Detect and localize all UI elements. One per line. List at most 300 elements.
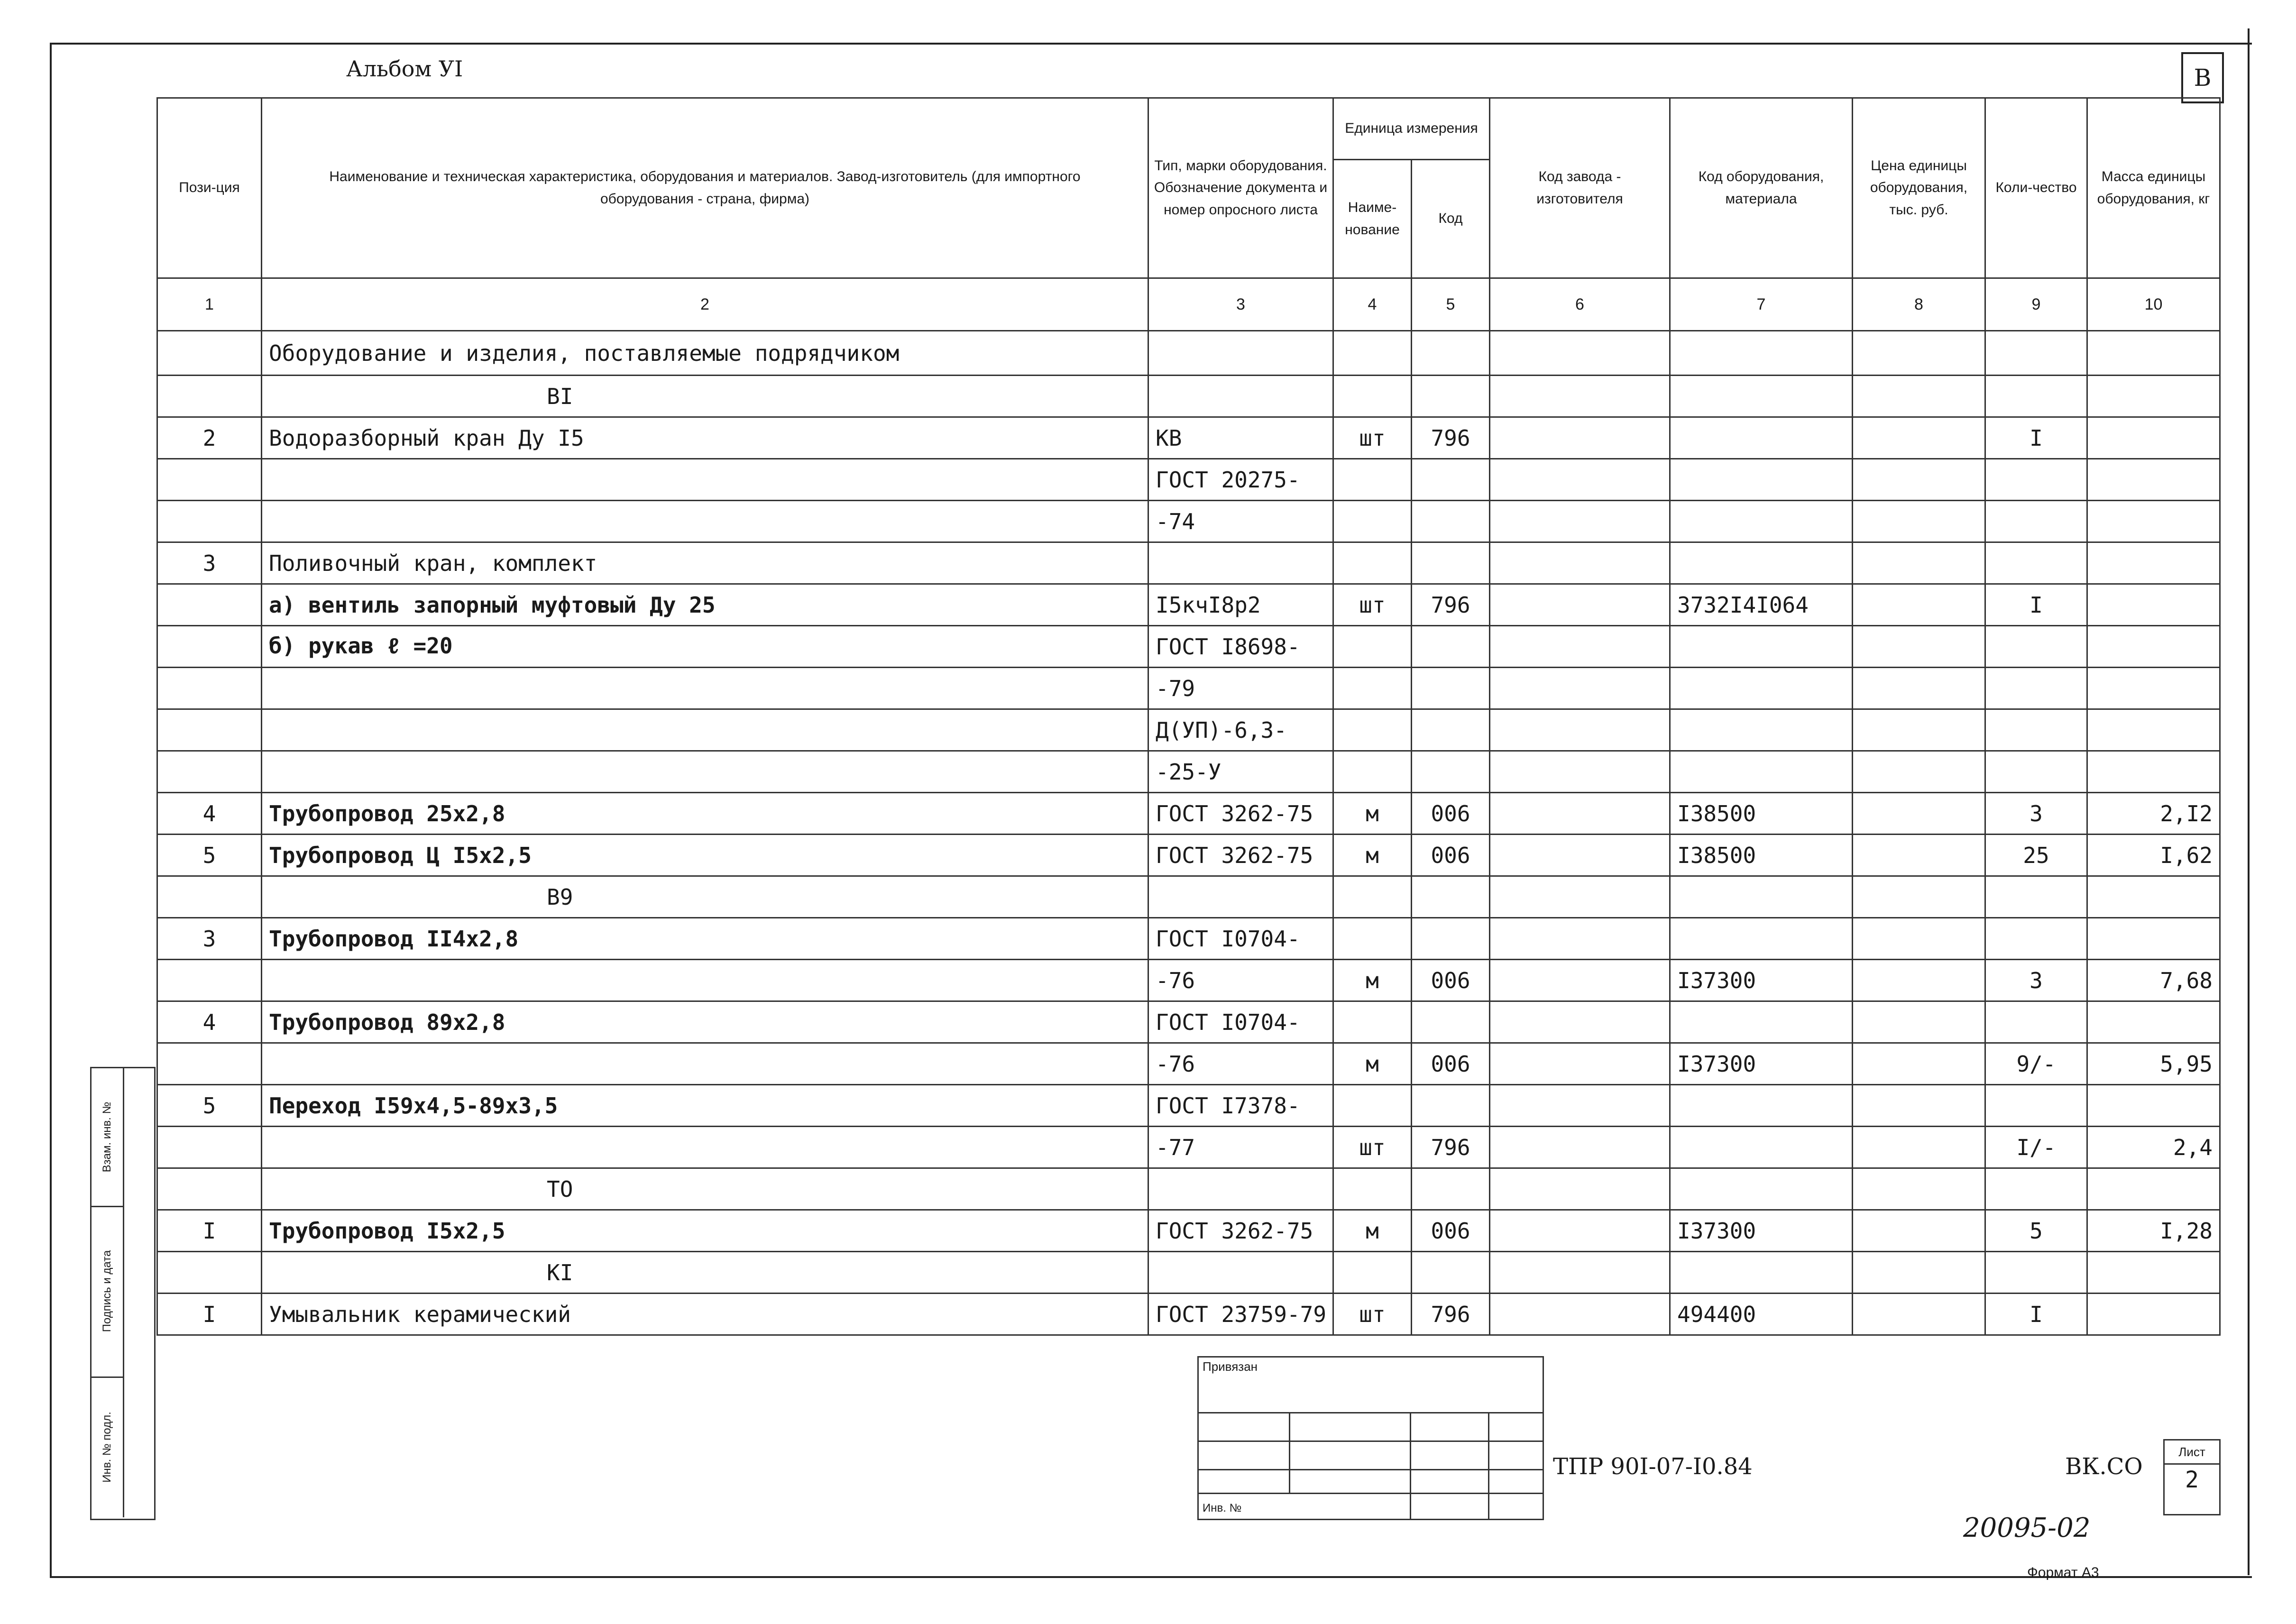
unit-code-cell: 796 bbox=[1412, 417, 1490, 459]
header-price: Цена единицы оборудования, тыс. руб. bbox=[1853, 98, 1985, 278]
specification-table bbox=[156, 97, 2221, 1336]
equipment-code-cell bbox=[1670, 376, 1853, 417]
quantity-cell: 3 bbox=[1985, 793, 2087, 835]
factory-code-cell bbox=[1490, 584, 1670, 626]
price-cell bbox=[1853, 376, 1985, 417]
price-cell bbox=[1853, 835, 1985, 876]
type-cell: -25-У bbox=[1148, 751, 1333, 793]
column-number: 2 bbox=[262, 278, 1148, 331]
factory-code-cell bbox=[1490, 331, 1670, 376]
header-quantity: Коли-чество bbox=[1985, 98, 2087, 278]
sheet-number: 2 bbox=[2185, 1467, 2199, 1493]
position-cell bbox=[157, 501, 262, 542]
unit-code-cell bbox=[1412, 1001, 1490, 1043]
mass-cell bbox=[2087, 417, 2220, 459]
price-cell bbox=[1853, 1294, 1985, 1335]
position-cell: 3 bbox=[157, 918, 262, 960]
name-cell: Переход I59x4,5-89x3,5 bbox=[262, 1085, 1148, 1127]
mass-cell: 2,I2 bbox=[2087, 793, 2220, 835]
name-cell: а) вентиль запорный муфтовый Ду 25 bbox=[262, 584, 1148, 626]
equipment-code-cell bbox=[1670, 918, 1853, 960]
table-row bbox=[157, 1043, 2220, 1085]
unit-code-cell bbox=[1412, 376, 1490, 417]
specification-rows bbox=[157, 331, 2220, 1335]
stamp-divider bbox=[1289, 1412, 1290, 1493]
table-row bbox=[157, 960, 2220, 1001]
header-type: Тип, марки оборудования. Обозначение документа и номер опросного листа bbox=[1148, 98, 1333, 278]
column-number: 4 bbox=[1333, 278, 1412, 331]
price-cell bbox=[1853, 626, 1985, 668]
table-row bbox=[157, 1294, 2220, 1335]
stamp-divider bbox=[1410, 1412, 1411, 1519]
equipment-code-cell: 3732I4I064 bbox=[1670, 584, 1853, 626]
type-cell bbox=[1148, 376, 1333, 417]
stamp-block bbox=[1197, 1356, 1544, 1520]
type-cell: -76 bbox=[1148, 1043, 1333, 1085]
column-number: 10 bbox=[2087, 278, 2220, 331]
unit-name-cell bbox=[1333, 501, 1412, 542]
mass-cell bbox=[2087, 501, 2220, 542]
factory-code-cell bbox=[1490, 501, 1670, 542]
position-cell bbox=[157, 1043, 262, 1085]
side-label: Инв. № подл. bbox=[101, 1411, 113, 1483]
unit-code-cell bbox=[1412, 542, 1490, 584]
mass-cell bbox=[2087, 376, 2220, 417]
type-cell: -79 bbox=[1148, 668, 1333, 709]
equipment-code-cell bbox=[1670, 876, 1853, 918]
unit-code-cell bbox=[1412, 1168, 1490, 1210]
unit-name-cell: м bbox=[1333, 793, 1412, 835]
unit-name-cell bbox=[1333, 668, 1412, 709]
mass-cell: 7,68 bbox=[2087, 960, 2220, 1001]
equipment-code-cell: I37300 bbox=[1670, 1043, 1853, 1085]
table-row bbox=[157, 501, 2220, 542]
type-cell: ГОСТ 3262-75 bbox=[1148, 793, 1333, 835]
unit-code-cell bbox=[1412, 626, 1490, 668]
mass-cell bbox=[2087, 459, 2220, 501]
name-cell bbox=[262, 459, 1148, 501]
equipment-code-cell: I38500 bbox=[1670, 835, 1853, 876]
unit-name-cell bbox=[1333, 376, 1412, 417]
factory-code-cell bbox=[1490, 1210, 1670, 1252]
quantity-cell: 5 bbox=[1985, 1210, 2087, 1252]
type-cell: ГОСТ 23759-79 bbox=[1148, 1294, 1333, 1335]
type-cell bbox=[1148, 1168, 1333, 1210]
price-cell bbox=[1853, 1168, 1985, 1210]
type-cell: ГОСТ I0704- bbox=[1148, 918, 1333, 960]
name-cell: Трубопровод II4x2,8 bbox=[262, 918, 1148, 960]
quantity-cell bbox=[1985, 376, 2087, 417]
unit-name-cell bbox=[1333, 542, 1412, 584]
price-cell bbox=[1853, 918, 1985, 960]
equipment-code-cell bbox=[1670, 459, 1853, 501]
quantity-cell bbox=[1985, 626, 2087, 668]
factory-code-cell bbox=[1490, 918, 1670, 960]
table-row bbox=[157, 835, 2220, 876]
header-unit-group: Единица измерения bbox=[1333, 98, 1490, 160]
side-signature-strip bbox=[90, 1067, 156, 1520]
unit-code-cell: 006 bbox=[1412, 1043, 1490, 1085]
type-cell: -77 bbox=[1148, 1127, 1333, 1168]
position-cell bbox=[157, 709, 262, 751]
column-number: 1 bbox=[157, 278, 262, 331]
quantity-cell bbox=[1985, 542, 2087, 584]
quantity-cell: I/- bbox=[1985, 1127, 2087, 1168]
unit-code-cell bbox=[1412, 1252, 1490, 1294]
table-row bbox=[157, 1001, 2220, 1043]
document-mark: ВК.СО bbox=[2065, 1453, 2143, 1480]
mass-cell bbox=[2087, 626, 2220, 668]
header-mass: Масса единицы оборудования, кг bbox=[2087, 98, 2220, 278]
quantity-cell: 9/- bbox=[1985, 1043, 2087, 1085]
position-cell bbox=[157, 459, 262, 501]
unit-code-cell: 796 bbox=[1412, 1127, 1490, 1168]
price-cell bbox=[1853, 876, 1985, 918]
equipment-code-cell bbox=[1670, 1252, 1853, 1294]
sheet-label: Лист bbox=[2165, 1440, 2219, 1465]
mass-cell bbox=[2087, 1294, 2220, 1335]
quantity-cell bbox=[1985, 459, 2087, 501]
unit-code-cell bbox=[1412, 876, 1490, 918]
side-cell-signature bbox=[92, 1206, 124, 1378]
factory-code-cell bbox=[1490, 542, 1670, 584]
price-cell bbox=[1853, 1085, 1985, 1127]
header-unit-name: Наиме-нование bbox=[1333, 160, 1412, 278]
side-label: Взам. инв. № bbox=[101, 1101, 113, 1173]
side-label: Подпись и дата bbox=[101, 1250, 113, 1332]
price-cell bbox=[1853, 542, 1985, 584]
sheet-number-box bbox=[2163, 1439, 2221, 1515]
table-row bbox=[157, 376, 2220, 417]
factory-code-cell bbox=[1490, 1168, 1670, 1210]
table-row bbox=[157, 876, 2220, 918]
factory-code-cell bbox=[1490, 960, 1670, 1001]
unit-name-cell: м bbox=[1333, 1210, 1412, 1252]
unit-name-cell: м bbox=[1333, 1043, 1412, 1085]
type-cell: ГОСТ I0704- bbox=[1148, 1001, 1333, 1043]
format-label: Формат А3 bbox=[2027, 1565, 2099, 1580]
factory-code-cell bbox=[1490, 668, 1670, 709]
price-cell bbox=[1853, 709, 1985, 751]
table-row bbox=[157, 417, 2220, 459]
factory-code-cell bbox=[1490, 1043, 1670, 1085]
type-cell: -74 bbox=[1148, 501, 1333, 542]
name-cell bbox=[262, 751, 1148, 793]
unit-code-cell: 006 bbox=[1412, 1210, 1490, 1252]
position-cell: I bbox=[157, 1210, 262, 1252]
factory-code-cell bbox=[1490, 835, 1670, 876]
type-cell: КВ bbox=[1148, 417, 1333, 459]
type-cell bbox=[1148, 331, 1333, 376]
name-cell: Умывальник керамический bbox=[262, 1294, 1148, 1335]
type-cell bbox=[1148, 1252, 1333, 1294]
document-id: ТПР 90I-07-I0.84 bbox=[1553, 1453, 1753, 1480]
factory-code-cell bbox=[1490, 1294, 1670, 1335]
unit-code-cell bbox=[1412, 709, 1490, 751]
position-cell bbox=[157, 668, 262, 709]
unit-name-cell bbox=[1333, 876, 1412, 918]
price-cell bbox=[1853, 459, 1985, 501]
unit-name-cell bbox=[1333, 626, 1412, 668]
price-cell bbox=[1853, 1252, 1985, 1294]
quantity-cell bbox=[1985, 1168, 2087, 1210]
price-cell bbox=[1853, 751, 1985, 793]
type-cell bbox=[1148, 876, 1333, 918]
table-row bbox=[157, 1252, 2220, 1294]
mass-cell: I,62 bbox=[2087, 835, 2220, 876]
unit-name-cell: м bbox=[1333, 835, 1412, 876]
equipment-code-cell bbox=[1670, 1168, 1853, 1210]
mass-cell: I,28 bbox=[2087, 1210, 2220, 1252]
position-cell bbox=[157, 876, 262, 918]
album-title: Альбом УI bbox=[346, 56, 463, 82]
header-factory-code: Код завода - изготовителя bbox=[1490, 98, 1670, 278]
unit-name-cell: шт bbox=[1333, 1127, 1412, 1168]
unit-name-cell bbox=[1333, 459, 1412, 501]
table-row bbox=[157, 1210, 2220, 1252]
price-cell bbox=[1853, 1210, 1985, 1252]
header-position: Пози-ция bbox=[157, 98, 262, 278]
table-row bbox=[157, 584, 2220, 626]
type-cell bbox=[1148, 542, 1333, 584]
price-cell bbox=[1853, 584, 1985, 626]
unit-code-cell: 006 bbox=[1412, 960, 1490, 1001]
mass-cell bbox=[2087, 1252, 2220, 1294]
name-cell: Трубопровод 89x2,8 bbox=[262, 1001, 1148, 1043]
mass-cell: 2,4 bbox=[2087, 1127, 2220, 1168]
type-cell: ГОСТ 20275- bbox=[1148, 459, 1333, 501]
table-row bbox=[157, 709, 2220, 751]
position-cell: 3 bbox=[157, 542, 262, 584]
mass-cell bbox=[2087, 751, 2220, 793]
unit-name-cell bbox=[1333, 1168, 1412, 1210]
type-cell: Д(УП)-6,3- bbox=[1148, 709, 1333, 751]
equipment-code-cell: I37300 bbox=[1670, 960, 1853, 1001]
equipment-code-cell: I37300 bbox=[1670, 1210, 1853, 1252]
factory-code-cell bbox=[1490, 709, 1670, 751]
sheet-code-box: В bbox=[2181, 52, 2224, 103]
name-cell: BI bbox=[262, 376, 1148, 417]
table-row bbox=[157, 459, 2220, 501]
factory-code-cell bbox=[1490, 751, 1670, 793]
equipment-code-cell bbox=[1670, 417, 1853, 459]
price-cell bbox=[1853, 960, 1985, 1001]
quantity-cell bbox=[1985, 331, 2087, 376]
position-cell bbox=[157, 1127, 262, 1168]
price-cell bbox=[1853, 793, 1985, 835]
quantity-cell: I bbox=[1985, 417, 2087, 459]
mass-cell bbox=[2087, 331, 2220, 376]
stamp-line bbox=[1199, 1493, 1543, 1494]
equipment-code-cell bbox=[1670, 331, 1853, 376]
table-row bbox=[157, 1168, 2220, 1210]
mass-cell bbox=[2087, 918, 2220, 960]
unit-code-cell: 796 bbox=[1412, 1294, 1490, 1335]
table-row bbox=[157, 751, 2220, 793]
quantity-cell bbox=[1985, 876, 2087, 918]
name-cell: Трубопровод 25x2,8 bbox=[262, 793, 1148, 835]
unit-code-cell bbox=[1412, 1085, 1490, 1127]
type-cell: ГОСТ 3262-75 bbox=[1148, 1210, 1333, 1252]
unit-name-cell bbox=[1333, 331, 1412, 376]
quantity-cell bbox=[1985, 751, 2087, 793]
equipment-code-cell bbox=[1670, 626, 1853, 668]
column-number: 6 bbox=[1490, 278, 1670, 331]
type-cell: -76 bbox=[1148, 960, 1333, 1001]
name-cell bbox=[262, 709, 1148, 751]
price-cell bbox=[1853, 501, 1985, 542]
mass-cell bbox=[2087, 584, 2220, 626]
header-equipment-code: Код оборудования, материала bbox=[1670, 98, 1853, 278]
quantity-cell: 3 bbox=[1985, 960, 2087, 1001]
mass-cell bbox=[2087, 1085, 2220, 1127]
equipment-code-cell: 494400 bbox=[1670, 1294, 1853, 1335]
equipment-code-cell bbox=[1670, 668, 1853, 709]
price-cell bbox=[1853, 1001, 1985, 1043]
mass-cell bbox=[2087, 668, 2220, 709]
factory-code-cell bbox=[1490, 459, 1670, 501]
name-cell: Водоразборный кран Ду I5 bbox=[262, 417, 1148, 459]
equipment-code-cell bbox=[1670, 1127, 1853, 1168]
unit-name-cell: шт bbox=[1333, 584, 1412, 626]
unit-code-cell: 006 bbox=[1412, 793, 1490, 835]
stamp-inventory-label: Инв. № bbox=[1203, 1502, 1242, 1514]
table-row bbox=[157, 1085, 2220, 1127]
type-cell: I5кчI8р2 bbox=[1148, 584, 1333, 626]
quantity-cell bbox=[1985, 918, 2087, 960]
unit-code-cell: 006 bbox=[1412, 835, 1490, 876]
table-row bbox=[157, 626, 2220, 668]
mass-cell bbox=[2087, 876, 2220, 918]
price-cell bbox=[1853, 417, 1985, 459]
stamp-title: Привязан bbox=[1203, 1359, 1258, 1374]
side-cell-replacement bbox=[92, 1068, 124, 1207]
position-cell bbox=[157, 751, 262, 793]
quantity-cell: I bbox=[1985, 584, 2087, 626]
name-cell bbox=[262, 501, 1148, 542]
position-cell: 5 bbox=[157, 1085, 262, 1127]
factory-code-cell bbox=[1490, 376, 1670, 417]
column-number: 3 bbox=[1148, 278, 1333, 331]
position-cell bbox=[157, 1168, 262, 1210]
position-cell bbox=[157, 584, 262, 626]
position-cell: 4 bbox=[157, 1001, 262, 1043]
factory-code-cell bbox=[1490, 1252, 1670, 1294]
factory-code-cell bbox=[1490, 417, 1670, 459]
unit-code-cell bbox=[1412, 668, 1490, 709]
unit-code-cell bbox=[1412, 501, 1490, 542]
side-cell-inventory bbox=[92, 1376, 124, 1517]
factory-code-cell bbox=[1490, 793, 1670, 835]
type-cell: ГОСТ I7378- bbox=[1148, 1085, 1333, 1127]
header-unit-code: Код bbox=[1412, 160, 1490, 278]
table-row bbox=[157, 542, 2220, 584]
column-number: 5 bbox=[1412, 278, 1490, 331]
unit-name-cell bbox=[1333, 918, 1412, 960]
position-cell bbox=[157, 331, 262, 376]
price-cell bbox=[1853, 668, 1985, 709]
quantity-cell bbox=[1985, 1085, 2087, 1127]
factory-code-cell bbox=[1490, 876, 1670, 918]
factory-code-cell bbox=[1490, 1085, 1670, 1127]
unit-name-cell bbox=[1333, 1001, 1412, 1043]
unit-name-cell: шт bbox=[1333, 1294, 1412, 1335]
name-cell: б) рукав ℓ =20 bbox=[262, 626, 1148, 668]
table-row bbox=[157, 331, 2220, 376]
unit-name-cell bbox=[1333, 709, 1412, 751]
unit-code-cell bbox=[1412, 459, 1490, 501]
equipment-code-cell bbox=[1670, 501, 1853, 542]
column-number: 7 bbox=[1670, 278, 1853, 331]
unit-code-cell: 796 bbox=[1412, 584, 1490, 626]
price-cell bbox=[1853, 1127, 1985, 1168]
unit-name-cell bbox=[1333, 1085, 1412, 1127]
type-cell: ГОСТ 3262-75 bbox=[1148, 835, 1333, 876]
factory-code-cell bbox=[1490, 1001, 1670, 1043]
quantity-cell bbox=[1985, 668, 2087, 709]
position-cell: 4 bbox=[157, 793, 262, 835]
stamp-line bbox=[1199, 1412, 1543, 1413]
unit-name-cell: м bbox=[1333, 960, 1412, 1001]
factory-code-cell bbox=[1490, 1127, 1670, 1168]
position-cell: 5 bbox=[157, 835, 262, 876]
quantity-cell bbox=[1985, 1001, 2087, 1043]
price-cell bbox=[1853, 331, 1985, 376]
quantity-cell: 25 bbox=[1985, 835, 2087, 876]
position-cell bbox=[157, 960, 262, 1001]
name-cell: Оборудование и изделия, поставляемые подрядчиком bbox=[262, 331, 1148, 376]
unit-code-cell bbox=[1412, 751, 1490, 793]
name-cell bbox=[262, 668, 1148, 709]
equipment-code-cell: I38500 bbox=[1670, 793, 1853, 835]
factory-code-cell bbox=[1490, 626, 1670, 668]
name-cell: Трубопровод Ц I5x2,5 bbox=[262, 835, 1148, 876]
stamp-divider bbox=[1488, 1412, 1489, 1519]
name-cell bbox=[262, 960, 1148, 1001]
unit-name-cell bbox=[1333, 751, 1412, 793]
handwritten-number: 20095-02 bbox=[1963, 1513, 2091, 1543]
equipment-code-cell bbox=[1670, 542, 1853, 584]
type-cell: ГОСТ I8698- bbox=[1148, 626, 1333, 668]
mass-cell bbox=[2087, 1168, 2220, 1210]
table-row bbox=[157, 1127, 2220, 1168]
quantity-cell bbox=[1985, 501, 2087, 542]
quantity-cell: I bbox=[1985, 1294, 2087, 1335]
position-cell: 2 bbox=[157, 417, 262, 459]
equipment-code-cell bbox=[1670, 751, 1853, 793]
position-cell: I bbox=[157, 1294, 262, 1335]
name-cell: Трубопровод I5x2,5 bbox=[262, 1210, 1148, 1252]
name-cell: B9 bbox=[262, 876, 1148, 918]
unit-name-cell bbox=[1333, 1252, 1412, 1294]
price-cell bbox=[1853, 1043, 1985, 1085]
mass-cell bbox=[2087, 542, 2220, 584]
unit-code-cell bbox=[1412, 918, 1490, 960]
mass-cell bbox=[2087, 709, 2220, 751]
name-cell: KI bbox=[262, 1252, 1148, 1294]
position-cell bbox=[157, 376, 262, 417]
stamp-line bbox=[1199, 1469, 1543, 1470]
name-cell: TO bbox=[262, 1168, 1148, 1210]
table-row bbox=[157, 918, 2220, 960]
column-number: 8 bbox=[1853, 278, 1985, 331]
column-number: 9 bbox=[1985, 278, 2087, 331]
position-cell bbox=[157, 1252, 262, 1294]
position-cell bbox=[157, 626, 262, 668]
name-cell bbox=[262, 1043, 1148, 1085]
table-row bbox=[157, 793, 2220, 835]
equipment-code-cell bbox=[1670, 1001, 1853, 1043]
